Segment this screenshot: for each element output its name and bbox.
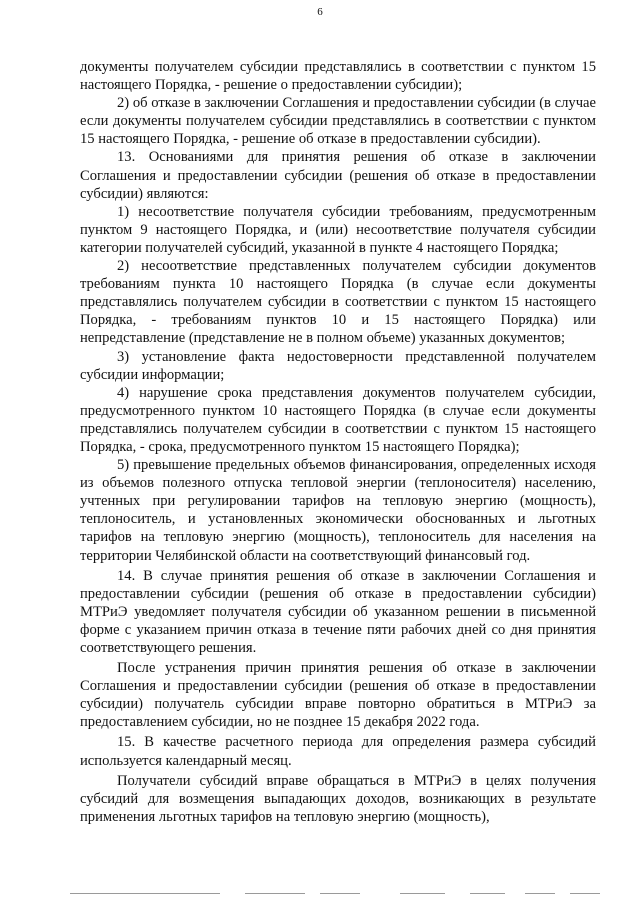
paragraph: 15. В качестве расчетного периода для определения размера субсидий используется календарный месяц. xyxy=(80,734,596,769)
paragraph: 3) установление факта недостоверности представленной получателем субсидии информации; xyxy=(80,348,596,383)
paragraph: документы получателем субсидии представлялись в соответствии с пунктом 15 настоящего Порядка, - решение о предоставлении субсидии); xyxy=(80,59,596,94)
paragraph: 2) несоответствие представленных получателем субсидии документов требованиям пункта 10 настоящего Порядка (в случае если документы представлялись получателем субсидии в соответствии с пунктом 15 настоящего Порядка, - требованиям пунктов 10 и 15 настоящего Порядка) или непредставление (представление не в полном объеме) указанных документов; xyxy=(80,258,596,347)
paragraph: 14. В случае принятия решения об отказе в заключении Соглашения и предоставлении субсидии (решения об отказе в предоставлении субсидии) МТРиЭ уведомляет получателя субсидии об указанном решении в письменной форме с указанием причин отказа в течение пяти рабочих дней со дня принятия соответствующего решения. xyxy=(80,567,596,656)
paragraph: 4) нарушение срока представления документов получателем субсидии, предусмотренного пунктом 10 настоящего Порядка (в случае если документы представлялись получателем субсидии в соответствии с пунктом 15 настоящего Порядка, - срока, предусмотренного пунктом 15 настоящего Порядка); xyxy=(80,384,596,455)
paragraph: После устранения причин принятия решения об отказе в заключении Соглашения и предоставлении субсидии (решения об отказе в предоставлении субсидии) получатель субсидии вправе повторно обратиться в МТРиЭ за предоставлением субсидии, но не позднее 15 декабря 2022 года. xyxy=(80,660,596,731)
document-body xyxy=(80,58,596,826)
paragraph: 2) об отказе в заключении Соглашения и предоставлении субсидии (в случае если документы получателем субсидии представлялись в соответствии с пунктом 15 настоящего Порядка, - решение об отказе в предоставлении субсидии). xyxy=(80,95,596,148)
paragraph: 5) превышение предельных объемов финансирования, определенных исходя из объемов полезного отпуска тепловой энергии (теплоносителя) населению, учтенных при регулировании тарифов на тепловую энергию (мощность), теплоноситель, и установленных экономически обоснованных и льготных тарифов на тепловую энергию (мощность), теплоноситель для населения на территории Челябинской области на соответствующий финансовый год. xyxy=(80,457,596,564)
page-number: 6 xyxy=(317,6,323,18)
paragraph: 1) несоответствие получателя субсидии требованиям, предусмотренным пунктом 9 настоящего Порядка, и (или) несоответствие получателя субсидии категории получателей субсидий, указанной в пункте 4 настоящего Порядка; xyxy=(80,203,596,256)
scan-artifact-line xyxy=(70,893,600,896)
paragraph: 13. Основаниями для принятия решения об отказе в заключении Соглашения и предоставлении субсидии (решения об отказе в предоставлении субсидии) являются: xyxy=(80,149,596,202)
paragraph: Получатели субсидий вправе обращаться в МТРиЭ в целях получения субсидий для возмещения выпадающих доходов, возникающих в результате применения льготных тарифов на тепловую энергию (мощность), xyxy=(80,772,596,825)
